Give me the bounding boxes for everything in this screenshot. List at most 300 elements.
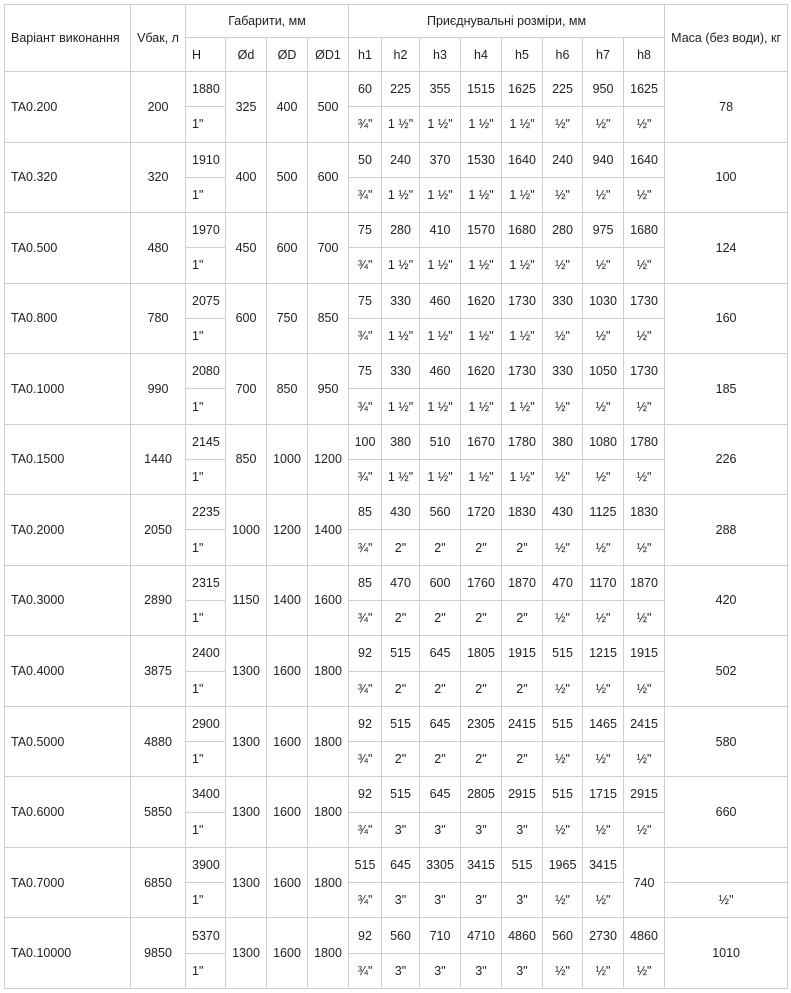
thread-cell: ½" xyxy=(624,742,665,777)
height-cell: 2075 xyxy=(186,283,226,318)
thread-cell: ¾" xyxy=(349,671,382,706)
diameter-d-cell: 325 xyxy=(226,72,267,143)
thread-cell: 3" xyxy=(382,883,420,918)
vbak-cell: 4880 xyxy=(131,706,186,777)
height-cell: 2080 xyxy=(186,354,226,389)
thread-cell: 2" xyxy=(420,742,461,777)
thread-cell: 3" xyxy=(420,812,461,847)
h3-cell: 510 xyxy=(420,424,461,459)
diameter-D-cell: 1600 xyxy=(267,706,308,777)
thread-cell: ¾" xyxy=(349,389,382,424)
height-thread-cell: 1" xyxy=(186,600,226,635)
height-cell: 2900 xyxy=(186,706,226,741)
height-cell: 2400 xyxy=(186,636,226,671)
h7-cell: 3415 xyxy=(583,847,624,882)
diameter-d-cell: 1000 xyxy=(226,495,267,566)
h8-cell: 1625 xyxy=(624,72,665,107)
h6-cell: 470 xyxy=(543,565,583,600)
thread-cell: 2" xyxy=(382,671,420,706)
h4-cell: 1760 xyxy=(461,565,502,600)
h8-cell: 2915 xyxy=(624,777,665,812)
h4-cell: 1620 xyxy=(461,354,502,389)
variant-cell: TA0.800 xyxy=(5,283,131,354)
thread-cell: ¾" xyxy=(349,530,382,565)
h8-cell: 1640 xyxy=(624,142,665,177)
thread-cell: 2" xyxy=(502,742,543,777)
header-D: ØD xyxy=(267,38,308,72)
h1-cell: 100 xyxy=(349,424,382,459)
thread-cell: ½" xyxy=(583,248,624,283)
height-thread-cell: 1" xyxy=(186,742,226,777)
variant-cell: TA0.3000 xyxy=(5,565,131,636)
height-thread-cell: 1" xyxy=(186,318,226,353)
diameter-d-cell: 1300 xyxy=(226,636,267,707)
thread-cell: ½" xyxy=(543,318,583,353)
diameter-D-cell: 1200 xyxy=(267,495,308,566)
table-row xyxy=(5,495,788,530)
height-cell: 2235 xyxy=(186,495,226,530)
thread-cell: ¾" xyxy=(349,459,382,494)
diameter-D1-cell: 500 xyxy=(308,72,349,143)
thread-cell: ½" xyxy=(543,671,583,706)
thread-cell: ¾" xyxy=(349,812,382,847)
h5-cell: 2915 xyxy=(502,777,543,812)
diameter-D1-cell: 1800 xyxy=(308,777,349,848)
h3-cell: 645 xyxy=(420,706,461,741)
thread-cell: 2" xyxy=(502,671,543,706)
thread-cell: 1 ½" xyxy=(461,248,502,283)
h5-cell: 1730 xyxy=(502,354,543,389)
height-cell: 3400 xyxy=(186,777,226,812)
h4-cell: 1530 xyxy=(461,142,502,177)
h3-cell: 460 xyxy=(420,283,461,318)
header-h3: h3 xyxy=(420,38,461,72)
thread-cell: 1 ½" xyxy=(461,459,502,494)
h2-cell: 225 xyxy=(382,72,420,107)
h1-cell: 92 xyxy=(349,918,382,953)
thread-cell: ½" xyxy=(543,459,583,494)
specifications-table xyxy=(4,4,788,989)
diameter-D-cell: 1000 xyxy=(267,424,308,495)
diameter-d-cell: 450 xyxy=(226,213,267,284)
thread-cell: ½" xyxy=(543,600,583,635)
thread-cell: ½" xyxy=(583,812,624,847)
thread-cell: ½" xyxy=(583,742,624,777)
h1-cell: 50 xyxy=(349,142,382,177)
thread-cell: ½" xyxy=(624,107,665,142)
variant-cell: TA0.10000 xyxy=(5,918,131,989)
h7-cell: 975 xyxy=(583,213,624,248)
h8-cell: 2415 xyxy=(624,706,665,741)
thread-cell: 2" xyxy=(382,600,420,635)
thread-cell: 1 ½" xyxy=(502,389,543,424)
height-thread-cell: 1" xyxy=(186,671,226,706)
height-cell: 2145 xyxy=(186,424,226,459)
thread-cell: ½" xyxy=(583,107,624,142)
thread-cell: ½" xyxy=(543,953,583,988)
variant-cell: TA0.500 xyxy=(5,213,131,284)
thread-cell: 3" xyxy=(461,953,502,988)
thread-cell: 2" xyxy=(420,600,461,635)
height-cell: 1970 xyxy=(186,213,226,248)
vbak-cell: 9850 xyxy=(131,918,186,989)
h7-cell: 940 xyxy=(583,142,624,177)
thread-cell: ½" xyxy=(624,318,665,353)
thread-cell: 2" xyxy=(420,530,461,565)
thread-cell: 3" xyxy=(502,883,543,918)
diameter-D1-cell: 1800 xyxy=(308,847,349,918)
h7-cell: 1050 xyxy=(583,354,624,389)
thread-cell: 1 ½" xyxy=(502,318,543,353)
diameter-D1-cell: 1600 xyxy=(308,565,349,636)
h6-cell: 380 xyxy=(543,424,583,459)
h2-cell: 380 xyxy=(382,424,420,459)
thread-cell: ¾" xyxy=(349,600,382,635)
h7-cell: 1080 xyxy=(583,424,624,459)
thread-cell: ½" xyxy=(624,177,665,212)
diameter-D1-cell: 1800 xyxy=(308,918,349,989)
h5-cell: 1680 xyxy=(502,213,543,248)
diameter-d-cell: 600 xyxy=(226,283,267,354)
thread-cell: ½" xyxy=(543,177,583,212)
diameter-D-cell: 1600 xyxy=(267,636,308,707)
h7-cell: 1465 xyxy=(583,706,624,741)
vbak-cell: 320 xyxy=(131,142,186,213)
h6-cell: 225 xyxy=(543,72,583,107)
diameter-D1-cell: 600 xyxy=(308,142,349,213)
thread-cell: ½" xyxy=(624,600,665,635)
h5-cell: 515 xyxy=(502,847,543,882)
h6-cell: 240 xyxy=(543,142,583,177)
thread-cell: 2" xyxy=(502,600,543,635)
thread-cell: 1 ½" xyxy=(461,107,502,142)
mass-cell: 78 xyxy=(665,72,788,143)
h3-cell: 600 xyxy=(420,565,461,600)
thread-cell: ½" xyxy=(583,953,624,988)
thread-cell: ½" xyxy=(583,671,624,706)
h5-cell: 1730 xyxy=(502,283,543,318)
thread-cell: 3" xyxy=(461,812,502,847)
thread-cell: ½" xyxy=(543,248,583,283)
header-D1: ØD1 xyxy=(308,38,349,72)
header-vbak: Vбак, л xyxy=(131,5,186,72)
header-h6: h6 xyxy=(543,38,583,72)
h7-cell: 1030 xyxy=(583,283,624,318)
h5-cell: 1830 xyxy=(502,495,543,530)
h1-cell: 85 xyxy=(349,565,382,600)
table-row xyxy=(5,213,788,248)
h5-cell: 1625 xyxy=(502,72,543,107)
thread-cell: 1 ½" xyxy=(420,107,461,142)
thread-cell: ½" xyxy=(624,248,665,283)
variant-cell: TA0.1500 xyxy=(5,424,131,495)
thread-cell: ½" xyxy=(583,389,624,424)
variant-cell: TA0.320 xyxy=(5,142,131,213)
h8-cell: 1680 xyxy=(624,213,665,248)
header-h1: h1 xyxy=(349,38,382,72)
h3-cell: 645 xyxy=(420,777,461,812)
h5-cell: 1640 xyxy=(502,142,543,177)
thread-cell: ½" xyxy=(583,177,624,212)
height-thread-cell: 1" xyxy=(186,953,226,988)
diameter-D-cell: 750 xyxy=(267,283,308,354)
thread-cell: 1 ½" xyxy=(502,107,543,142)
header-H: H xyxy=(186,38,226,72)
thread-cell: 1 ½" xyxy=(420,459,461,494)
thread-cell: 3" xyxy=(382,812,420,847)
thread-cell: ½" xyxy=(543,530,583,565)
h2-cell: 330 xyxy=(382,283,420,318)
h4-cell: 1720 xyxy=(461,495,502,530)
h6-cell: 330 xyxy=(543,354,583,389)
thread-cell: 3" xyxy=(502,812,543,847)
thread-cell: 2" xyxy=(461,600,502,635)
diameter-d-cell: 1300 xyxy=(226,847,267,918)
table-row xyxy=(5,283,788,318)
diameter-d-cell: 700 xyxy=(226,354,267,425)
header-h2: h2 xyxy=(382,38,420,72)
height-thread-cell: 1" xyxy=(186,248,226,283)
thread-cell: ½" xyxy=(624,389,665,424)
diameter-D-cell: 1600 xyxy=(267,777,308,848)
mass-cell: 740 xyxy=(624,847,665,918)
thread-cell: ½" xyxy=(583,600,624,635)
thread-cell: 1 ½" xyxy=(420,177,461,212)
h7-cell: 950 xyxy=(583,72,624,107)
mass-cell: 1010 xyxy=(665,918,788,989)
height-thread-cell: 1" xyxy=(186,530,226,565)
thread-cell: ½" xyxy=(624,671,665,706)
h4-cell: 1570 xyxy=(461,213,502,248)
thread-cell: 1 ½" xyxy=(382,107,420,142)
height-thread-cell: 1" xyxy=(186,389,226,424)
h1-cell: 75 xyxy=(349,283,382,318)
thread-cell: ¾" xyxy=(349,318,382,353)
height-cell: 2315 xyxy=(186,565,226,600)
h6-cell: 515 xyxy=(543,777,583,812)
mass-cell: 185 xyxy=(665,354,788,425)
h1-cell: 92 xyxy=(349,706,382,741)
h7-cell: 1125 xyxy=(583,495,624,530)
h8-cell: 1870 xyxy=(624,565,665,600)
height-cell: 1910 xyxy=(186,142,226,177)
thread-cell: 3" xyxy=(420,953,461,988)
thread-cell: ½" xyxy=(583,883,624,918)
thread-cell: ¾" xyxy=(349,248,382,283)
thread-cell: 1 ½" xyxy=(382,177,420,212)
h1-cell: 75 xyxy=(349,213,382,248)
table-row xyxy=(5,424,788,459)
height-thread-cell: 1" xyxy=(186,459,226,494)
diameter-D1-cell: 850 xyxy=(308,283,349,354)
header-variant: Варіант виконання xyxy=(5,5,131,72)
h1-cell: 92 xyxy=(349,777,382,812)
height-cell: 1880 xyxy=(186,72,226,107)
table-row xyxy=(5,636,788,671)
thread-cell: 2" xyxy=(382,742,420,777)
thread-cell: ½" xyxy=(543,107,583,142)
diameter-D-cell: 500 xyxy=(267,142,308,213)
h1-cell: 75 xyxy=(349,354,382,389)
h2-cell: 330 xyxy=(382,354,420,389)
table-row xyxy=(5,142,788,177)
header-h4: h4 xyxy=(461,38,502,72)
h3-cell: 410 xyxy=(420,213,461,248)
h8-cell: 1730 xyxy=(624,354,665,389)
h2-cell: 515 xyxy=(382,777,420,812)
thread-cell: 1 ½" xyxy=(420,248,461,283)
h6-cell: 1965 xyxy=(543,847,583,882)
thread-cell: 3" xyxy=(382,953,420,988)
thread-cell: 2" xyxy=(502,530,543,565)
diameter-d-cell: 1300 xyxy=(226,706,267,777)
vbak-cell: 6850 xyxy=(131,847,186,918)
vbak-cell: 5850 xyxy=(131,777,186,848)
table-body xyxy=(5,72,788,989)
h3-cell: 460 xyxy=(420,354,461,389)
h2-cell: 560 xyxy=(382,918,420,953)
extra-thread-cell: ½" xyxy=(665,883,788,918)
vbak-cell: 480 xyxy=(131,213,186,284)
h5-cell: 1915 xyxy=(502,636,543,671)
h4-cell: 2305 xyxy=(461,706,502,741)
h1-cell: 92 xyxy=(349,636,382,671)
variant-cell: TA0.2000 xyxy=(5,495,131,566)
thread-cell: 3" xyxy=(461,883,502,918)
thread-cell: ½" xyxy=(624,953,665,988)
h3-cell: 645 xyxy=(420,636,461,671)
h6-cell: 515 xyxy=(543,636,583,671)
thread-cell: 2" xyxy=(461,742,502,777)
h6-cell: 280 xyxy=(543,213,583,248)
thread-cell: ½" xyxy=(543,883,583,918)
diameter-D-cell: 400 xyxy=(267,72,308,143)
diameter-D1-cell: 1400 xyxy=(308,495,349,566)
table-row xyxy=(5,354,788,389)
h2-cell: 645 xyxy=(382,847,420,882)
thread-cell: 1 ½" xyxy=(420,318,461,353)
thread-cell: 1 ½" xyxy=(382,248,420,283)
variant-cell: TA0.6000 xyxy=(5,777,131,848)
table-row xyxy=(5,72,788,107)
thread-cell: ¾" xyxy=(349,742,382,777)
h1-cell: 60 xyxy=(349,72,382,107)
thread-cell: ½" xyxy=(543,812,583,847)
header-pryednuvalni: Приєднувальні розміри, мм xyxy=(349,5,665,38)
h3-cell: 560 xyxy=(420,495,461,530)
h6-cell: 330 xyxy=(543,283,583,318)
thread-cell: ½" xyxy=(543,389,583,424)
diameter-D-cell: 1600 xyxy=(267,847,308,918)
header-h8: h8 xyxy=(624,38,665,72)
diameter-d-cell: 400 xyxy=(226,142,267,213)
variant-cell: TA0.7000 xyxy=(5,847,131,918)
mass-cell: 288 xyxy=(665,495,788,566)
thread-cell: 3" xyxy=(502,953,543,988)
thread-cell: ½" xyxy=(583,318,624,353)
header-h5: h5 xyxy=(502,38,543,72)
height-cell: 5370 xyxy=(186,918,226,953)
h1-cell: 515 xyxy=(349,847,382,882)
mass-cell: 502 xyxy=(665,636,788,707)
vbak-cell: 2050 xyxy=(131,495,186,566)
h6-cell: 515 xyxy=(543,706,583,741)
mass-cell: 100 xyxy=(665,142,788,213)
diameter-D-cell: 850 xyxy=(267,354,308,425)
h3-cell: 710 xyxy=(420,918,461,953)
thread-cell: 2" xyxy=(420,671,461,706)
thread-cell: ½" xyxy=(624,530,665,565)
diameter-d-cell: 1300 xyxy=(226,918,267,989)
thread-cell: 1 ½" xyxy=(461,177,502,212)
h8-cell: 1830 xyxy=(624,495,665,530)
h1-cell: 85 xyxy=(349,495,382,530)
h2-cell: 430 xyxy=(382,495,420,530)
header-d: Ød xyxy=(226,38,267,72)
height-cell: 3900 xyxy=(186,847,226,882)
height-thread-cell: 1" xyxy=(186,177,226,212)
thread-cell: ½" xyxy=(583,459,624,494)
h2-cell: 515 xyxy=(382,706,420,741)
diameter-D1-cell: 950 xyxy=(308,354,349,425)
mass-cell: 580 xyxy=(665,706,788,777)
diameter-d-cell: 850 xyxy=(226,424,267,495)
table-row xyxy=(5,777,788,812)
thread-cell: 1 ½" xyxy=(382,459,420,494)
header-masa: Маса (без води), кг xyxy=(665,5,788,72)
thread-cell: ½" xyxy=(624,812,665,847)
h5-cell: 4860 xyxy=(502,918,543,953)
h7-cell: 1170 xyxy=(583,565,624,600)
h8-cell: 1780 xyxy=(624,424,665,459)
header-gabarity: Габарити, мм xyxy=(186,5,349,38)
diameter-D1-cell: 1800 xyxy=(308,636,349,707)
diameter-D1-cell: 700 xyxy=(308,213,349,284)
mass-cell: 124 xyxy=(665,213,788,284)
h8-cell: 1915 xyxy=(624,636,665,671)
thread-cell: ¾" xyxy=(349,177,382,212)
table-row xyxy=(5,847,788,882)
diameter-d-cell: 1150 xyxy=(226,565,267,636)
h4-cell: 4710 xyxy=(461,918,502,953)
thread-cell: ½" xyxy=(624,459,665,494)
h8-cell: 1730 xyxy=(624,283,665,318)
diameter-D1-cell: 1800 xyxy=(308,706,349,777)
thread-cell: 1 ½" xyxy=(502,459,543,494)
vbak-cell: 780 xyxy=(131,283,186,354)
mass-cell: 420 xyxy=(665,565,788,636)
h4-cell: 1515 xyxy=(461,72,502,107)
vbak-cell: 990 xyxy=(131,354,186,425)
variant-cell: TA0.5000 xyxy=(5,706,131,777)
h4-cell: 2805 xyxy=(461,777,502,812)
diameter-D-cell: 1400 xyxy=(267,565,308,636)
mass-empty-cell xyxy=(665,847,788,882)
thread-cell: ½" xyxy=(583,530,624,565)
thread-cell: 2" xyxy=(382,530,420,565)
thread-cell: 2" xyxy=(461,671,502,706)
h2-cell: 470 xyxy=(382,565,420,600)
thread-cell: 1 ½" xyxy=(382,318,420,353)
h6-cell: 560 xyxy=(543,918,583,953)
diameter-D1-cell: 1200 xyxy=(308,424,349,495)
h3-cell: 3305 xyxy=(420,847,461,882)
h7-cell: 1715 xyxy=(583,777,624,812)
header-h7: h7 xyxy=(583,38,624,72)
thread-cell: 1 ½" xyxy=(461,318,502,353)
table-row xyxy=(5,918,788,953)
h5-cell: 1870 xyxy=(502,565,543,600)
